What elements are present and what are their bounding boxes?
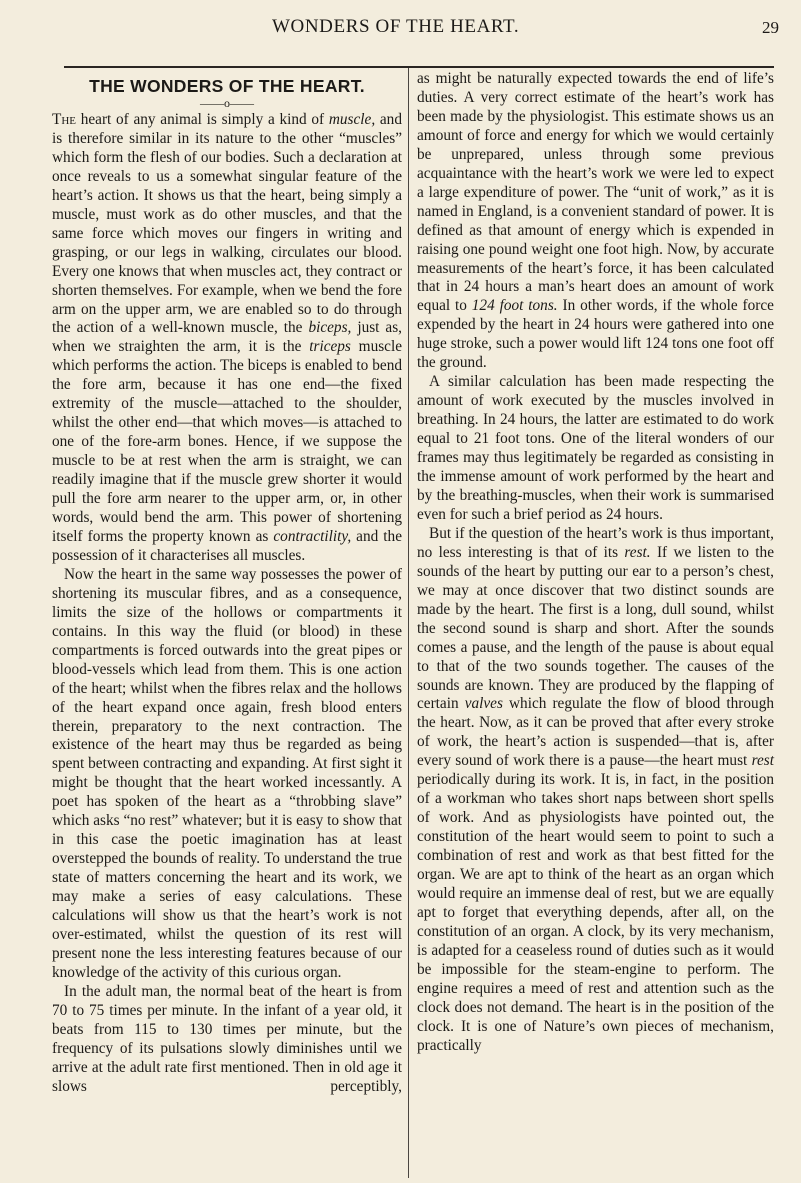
italic-term: valves xyxy=(464,695,503,713)
italic-term: rest xyxy=(751,752,774,770)
italic-term: biceps, xyxy=(308,319,352,337)
article-title: THE WONDERS OF THE HEART. xyxy=(89,76,365,96)
right-column xyxy=(417,70,774,1056)
italic-term: triceps xyxy=(309,338,351,356)
lead-word: The xyxy=(52,111,77,128)
paragraph-1-body: heart of any animal is simply a kind of muscle, and is therefore similar in its nature to the other “muscles” which form the flesh of our bodies. Such a declaration at once reveals to us a somewhat singular feature of the heart’s action. It shows us that the heart, being simply a muscle, must work as do other muscles, and that the same force which moves our fingers in writing and grasping, or our legs in walking, circulates our blood. Every one knows that when muscles act, they contract or shorten themselves. For example, when we bend the fore arm on the upper arm, we are enabled so to do through the action of a well-known muscle, the biceps, just as, when we straighten the arm, it is the triceps muscle which performs the action. The biceps is enabled to bend the fore arm, because it has one end—the fixed extremity of the muscle—attached to the shoulder, whilst the other end—that which moves—is attached to one of the fore-arm bones. Hence, if we suppose the muscle to be at rest when the arm is straight, we can readily imagine that if the muscle grew shorter it would pull the fore arm nearer to the upper arm, or, in other words, would bend the arm. This power of shortening itself forms the property known as contractility, and the possession of it characterises all muscles. xyxy=(52,111,403,564)
page-number: 29 xyxy=(762,18,779,37)
italic-term: 124 foot tons. xyxy=(471,297,558,315)
italic-term: muscle, xyxy=(328,111,376,128)
italic-term: rest. xyxy=(624,543,651,561)
paragraph-4: A similar calculation has been made respecting the amount of work executed by the muscles involved in breathing. In 24 hours, the latter are estimated to do work equal to 21 foot tons. One of the literal wonders of our frames may thus legitimately be regarded as consisting in the immense amount of work performed by the heart and by the breathing-muscles, when their work is summarised even for such a brief period as 24 hours. xyxy=(417,373,774,523)
running-head xyxy=(0,12,801,42)
italic-term: contractility, xyxy=(273,527,352,545)
paragraph-2: Now the heart in the same way possesses the power of shortening its muscular fibres, and as a consequence, limits the size of the hollows or compartments it contains. In this way the fluid (or blood) in these compartments is forced outwards into the great pipes or blood-vessels which lead from them. This is one action of the heart; whilst when the fibres relax and the hollows of the heart expand once again, fresh blood enters therein, preparatory to the next contraction. The existence of the heart may thus be regarded as being spent between contracting and expanding. At first sight it might be thought that the heart worked incessantly. A poet has spoken of the heart as a “throbbing slave” which asks “no rest” whatever; but it is easy to show that in this case the poetic imagination has at least overstepped the bounds of reality. To understand the true state of matters concerning the heart and its work, we may make a series of easy calculations. These calculations will show us that the heart’s work is not over-estimated, whilst the question of its rest will present none the less interesting features because of our knowledge of the activity of this curious organ. xyxy=(52,565,402,981)
column-divider xyxy=(408,68,409,1178)
left-column xyxy=(52,70,402,1097)
paragraph-3-part-1: In the adult man, the normal beat of the heart is from 70 to 75 times per minute. In the infant of a year old, it beats from 115 to 130 times per minute, but the frequency of its pulsations slowly diminishes until we arrive at the adult rate first mentioned. Then in old age it slows perceptibly, xyxy=(52,982,402,1095)
paragraph-3-part-2: as might be naturally expected towards the end of life’s duties. A very correct estimate of the heart’s work has been made by the physiologist. This estimate shows us an amount of force and energy for which we would certainly be unprepared, unless through some previous acquaintance with the heart’s work we were led to expect a large expenditure of power. The “unit of work,” as it is named in England, is a convenient standard of power. It is defined as that amount of energy which is expended in raising one pound weight one foot high. Now, by accurate measurements of the heart’s force, it has been calculated that in 24 hours a man’s heart does an amount of work equal to 124 foot tons. In other words, if the whole force expended by the heart in 24 hours were gathered into one huge stroke, such a power would lift 124 tons one foot off the ground. xyxy=(417,70,774,372)
header-rule xyxy=(64,66,774,68)
running-title: WONDERS OF THE HEART. xyxy=(272,16,520,37)
paragraph-5: But if the question of the heart’s work is thus important, no less interesting is that of its rest. If we listen to the sounds of the heart by putting our ear to a person’s chest, we may at once discover that two distinct sounds are made by the heart. The first is a long, dull sound, whilst the second sound is sharp and short. After the sounds comes a pause, and the length of the pause is about equal to that of the two sounds together. The causes of the sounds are known. They are produced by the flapping of certain valves which regulate the flow of blood through the heart. Now, as it can be proved that after every stroke of work, the heart’s action is suspended—that is, after every sound of work there is a pause—the heart must rest periodically during its work. It is, in fact, in the position of a workman who takes short naps between short spells of work. And as physiologists have pointed out, the constitution of the heart would seem to point to such a combination of rest and work as that best fitted for the organ. We are apt to think of the heart as an organ which would require an immense deal of rest, but we are equally apt to forget that everything depends, after all, on the constitution of an organ. A clock, by its very mechanism, is adapted for a ceaseless round of duties such as it would be impossible for the steam-engine to perform. The engine requires a meed of rest and attention such as the clock does not demand. The heart is in the position of the clock. It is one of Nature’s own pieces of mechanism, practically xyxy=(417,524,774,1054)
title-ornament: ——o—— xyxy=(200,96,254,110)
paragraph-1 xyxy=(52,111,402,566)
